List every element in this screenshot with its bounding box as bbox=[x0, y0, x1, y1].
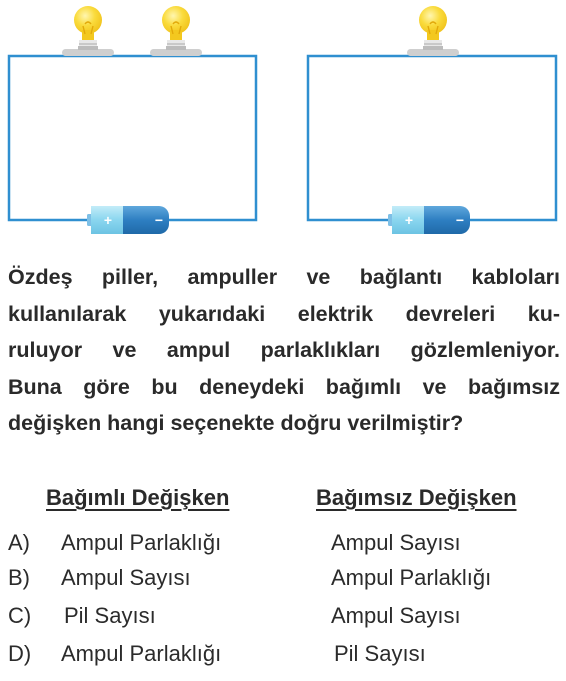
answer-option-c[interactable] bbox=[0, 603, 566, 637]
battery-plus-label: + bbox=[103, 212, 113, 228]
option-dependent: Ampul Parlaklığı bbox=[61, 641, 222, 666]
circuit-left bbox=[9, 6, 256, 234]
question-line: değişken hangi seçenekte doğru verilmiştir? bbox=[8, 411, 464, 435]
battery-plus-label: + bbox=[404, 212, 414, 228]
option-label: A) bbox=[8, 530, 30, 555]
option-dependent: Pil Sayısı bbox=[64, 603, 156, 628]
option-dependent: Ampul Sayısı bbox=[61, 565, 191, 590]
bulb-icon bbox=[62, 6, 114, 56]
circuit-figure bbox=[0, 0, 566, 240]
battery-icon bbox=[87, 206, 169, 234]
wire-loop bbox=[9, 56, 256, 220]
question-line: Buna göre bu deneydeki bağımlı ve bağımsız bbox=[8, 374, 560, 399]
option-label: C) bbox=[8, 603, 32, 628]
option-independent: Pil Sayısı bbox=[334, 641, 426, 666]
battery-minus-label: − bbox=[154, 212, 164, 228]
answer-option-a[interactable] bbox=[0, 530, 566, 564]
option-label: D) bbox=[8, 641, 32, 666]
option-independent: Ampul Sayısı bbox=[331, 530, 461, 555]
option-independent: Ampul Parlaklığı bbox=[331, 565, 492, 590]
circuit-right bbox=[308, 6, 556, 234]
question-line: Özdeş piller, ampuller ve bağlantı kabloları bbox=[8, 265, 560, 289]
bulb-icon bbox=[407, 6, 459, 56]
battery-icon bbox=[388, 206, 470, 234]
bulb-icon bbox=[150, 6, 202, 56]
question-line: ruluyor ve ampul parlaklıkları gözlemleniyor. bbox=[8, 338, 560, 362]
option-label: B) bbox=[8, 565, 30, 590]
answer-option-d[interactable] bbox=[0, 641, 566, 675]
option-dependent: Ampul Parlaklığı bbox=[61, 530, 222, 555]
option-independent: Ampul Sayısı bbox=[331, 603, 461, 628]
wire-loop bbox=[308, 56, 556, 220]
header-dependent: Bağımlı Değişken bbox=[46, 485, 230, 510]
battery-minus-label: − bbox=[455, 212, 465, 228]
question-text bbox=[8, 259, 560, 442]
answer-option-b[interactable] bbox=[0, 565, 566, 599]
header-independent: Bağımsız Değişken bbox=[316, 485, 517, 510]
question-line: kullanılarak yukarıdaki elektrik devreleri ku- bbox=[8, 301, 560, 326]
